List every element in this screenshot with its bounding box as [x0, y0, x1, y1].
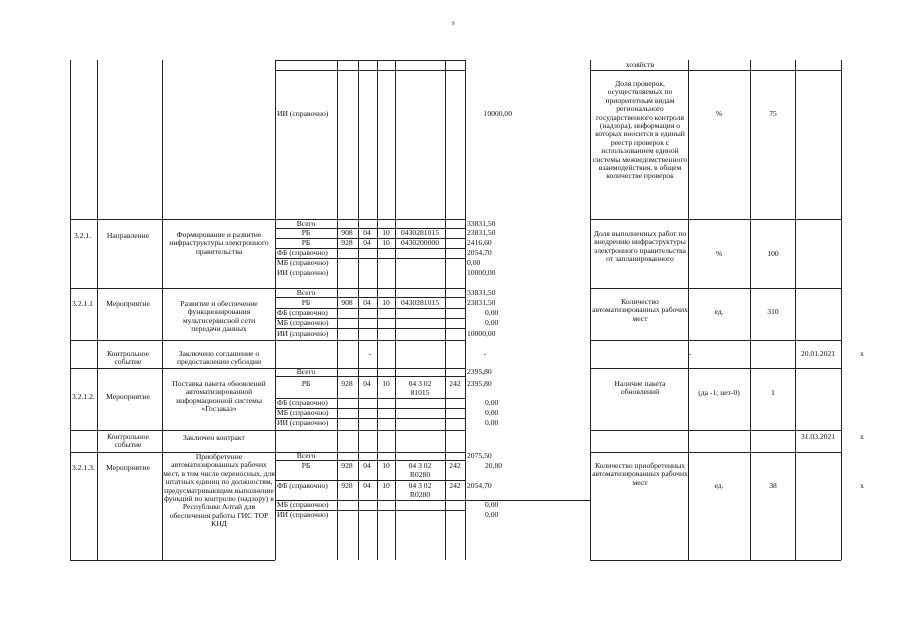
r3211-rb-c3: 10 [382, 298, 390, 307]
r3211-mb: 0,00 [485, 318, 499, 327]
r321-kind: Направление [106, 231, 150, 240]
r3212-unit: (да -1; нет-0) [698, 388, 740, 397]
r3211-kind: Мероприятие [106, 299, 150, 308]
ks1-dash2: - [483, 349, 487, 358]
r3212-rb-label: РБ [301, 379, 311, 388]
r3213-rb-label: РБ [301, 461, 311, 470]
top-ii-label: ИИ (справочно) [277, 109, 329, 118]
r3213-rb-amt: 20,80 [485, 461, 503, 470]
r3213-mb-label: МБ (справочно) [277, 500, 329, 509]
top-header-cell: хозяйств [625, 60, 655, 69]
r3211-target: 310 [767, 307, 779, 316]
r321-target: 100 [767, 249, 779, 258]
r3211-rb-amt: 23831,50 [467, 298, 496, 307]
r321-unit: % [715, 249, 723, 258]
r3212-mb-label: МБ (справочно) [277, 408, 329, 417]
ks1-dash3: - [688, 349, 692, 358]
r3213-vsego-label: Всего [296, 451, 316, 460]
r3212-fb-label: ФБ (справочно) [277, 398, 328, 407]
r3213-mb: 0,00 [485, 500, 499, 509]
r321-rb1-c1: 908 [341, 228, 353, 237]
r321-rb1-c2: 04 [363, 228, 371, 237]
r3212-ii-label: ИИ (справочно) [277, 418, 329, 427]
r3212-num: 3.2.1.2. [72, 392, 95, 401]
ks1-x: x [860, 349, 864, 358]
r3213-indicator: Количество приобретенных автоматизированных рабочих мест [592, 461, 688, 487]
r3213-ii-label: ИИ (справочно) [277, 510, 329, 519]
r3212-rb-c4b: 81015 [410, 388, 430, 397]
r3213-fb-c3: 10 [382, 481, 390, 490]
r3212-indicator: Наличие пакета обновлений [614, 379, 666, 397]
r321-fb-label: ФБ (справочно) [277, 248, 328, 257]
ks1-name: Заключено соглашение о предоставлении субсидии [176, 349, 262, 367]
r3212-vsego-label: Всего [296, 367, 316, 376]
r3211-ii-label: ИИ (справочно) [277, 329, 329, 338]
r321-fb: 2054,70 [467, 248, 492, 257]
r3211-unit: ед. [714, 307, 724, 316]
r3213-fb-c2: 04 [363, 481, 371, 490]
r3212-rb-c4a: 04 3 02 [408, 379, 432, 388]
ks2-name: Заключен контракт [183, 433, 245, 442]
r321-vsego: 33831,50 [467, 219, 496, 228]
r321-num: 3.2.1. [74, 231, 92, 240]
r321-ii-label: ИИ (справочно) [277, 268, 329, 277]
r3213-fb-c5: 242 [449, 481, 461, 490]
r3211-mb-label: МБ (справочно) [277, 318, 329, 327]
r321-rb2-c2: 04 [363, 238, 371, 247]
r3211-rb-c4: 0430281015 [401, 298, 439, 307]
ks2-date: 31.03.2021 [800, 432, 836, 441]
r3212-rb-c5: 242 [449, 379, 461, 388]
r3213-rb-c5: 242 [449, 461, 461, 470]
r3213-target: 38 [769, 481, 777, 490]
r3211-indicator: Количество автоматизированных рабочих мест [592, 297, 688, 323]
r321-mb: 0,00 [467, 258, 481, 267]
ks1-dash1: - [368, 349, 372, 358]
r3213-vsego: 2075,50 [467, 451, 492, 460]
r3211-rb-c2: 04 [363, 298, 371, 307]
r3212-vsego: 2395,80 [467, 367, 492, 376]
r321-rb2-c4: 0430200000 [401, 238, 439, 247]
r3212-rb-amt: 2395,80 [467, 379, 492, 388]
r3212-kind: Мероприятие [106, 392, 150, 401]
page-mark: 9 [452, 22, 455, 27]
r3212-rb-c2: 04 [363, 379, 371, 388]
ks2-x: x [860, 432, 864, 441]
r321-rb1-amt: 23831,50 [467, 228, 496, 237]
r3213-rb-c1: 928 [341, 461, 353, 470]
r3213-fb-c4b: R0280 [409, 490, 431, 499]
r321-rb2-c3: 10 [382, 238, 390, 247]
r3213-fb-c4a: 04 3 02 [408, 481, 432, 490]
top-ii-amount: 10000,00 [483, 109, 512, 118]
r3211-rb-c1: 908 [341, 298, 353, 307]
ks2-kind: Контрольное событие [106, 432, 150, 450]
r3213-rb-c4b: R0280 [409, 470, 431, 479]
r321-indicator: Доля выполненных работ по внедрению инфраструктуры электронного правительства от запланированного [593, 229, 687, 264]
top-indicator: Доля проверок, осуществляемых по приоритетным видам регионального государственного контроля (надзора), информация о которых вносится в единый реестр проверок с использованием единой системы межведомственного взаимодействия, в общем количестве проверок [592, 79, 688, 181]
r3213-unit: ед. [714, 481, 724, 490]
r3213-fb-amt: 2054,70 [467, 481, 492, 490]
ks1-kind: Контрольное событие [106, 349, 150, 367]
top-target: 75 [769, 109, 777, 118]
r3213-num: 3.2.1.3. [72, 463, 95, 472]
r321-rb1-c4: 0430281015 [401, 228, 439, 237]
r3212-mb: 0,00 [485, 408, 499, 417]
r321-ii: 10000,00 [467, 268, 496, 277]
r3212-name: Поставка пакета обновлений автоматизированной информационной системы «Госзаказ» [172, 379, 266, 414]
r3212-rb-c3: 10 [382, 379, 390, 388]
r3212-fb: 0,00 [485, 398, 499, 407]
r3213-rb-c4a: 04 3 02 [408, 461, 432, 470]
r321-name: Формирование и развитие инфраструктуры электронного правительства [169, 230, 269, 256]
r3211-num: 3.2.1.1 [72, 299, 93, 308]
r3213-kind: Мероприятие [106, 463, 150, 472]
r3212-ii: 0,00 [485, 418, 499, 427]
r3211-vsego: 33831,50 [467, 288, 496, 297]
r321-rb2-amt: 2416,60 [467, 238, 492, 247]
r3213-x: x [860, 481, 864, 490]
r3211-ii: 10000,00 [467, 329, 496, 338]
r3211-fb-label: ФБ (справочно) [277, 308, 328, 317]
r3212-target: 1 [771, 388, 775, 397]
r3213-fb-label: ФБ (справочно) [277, 481, 328, 490]
r321-rb1-label: РБ [301, 228, 311, 237]
r3211-name: Развитие и обеспечение функционирования мультисервисной сети передачи данных [180, 299, 258, 334]
r3213-fb-c1: 928 [341, 481, 353, 490]
top-unit: % [715, 109, 723, 118]
r3212-rb-c1: 928 [341, 379, 353, 388]
r321-rb2-label: РБ [301, 238, 311, 247]
r321-mb-label: МБ (справочно) [277, 258, 329, 267]
r3211-rb-label: РБ [301, 298, 311, 307]
r321-vsego-label: Всего [296, 219, 316, 228]
r3213-rb-c3: 10 [382, 461, 390, 470]
r3213-rb-c2: 04 [363, 461, 371, 470]
r3211-fb: 0,00 [485, 308, 499, 317]
r3211-vsego-label: Всего [296, 288, 316, 297]
r3213-ii: 0,00 [485, 510, 499, 519]
ks1-date: 20.01.2021 [800, 349, 836, 358]
r3213-name: Приобретение автоматизированных рабочих мест, в том числе переносных, для штатных единиц по должностям, предусматривающим выполнение функций по контролю (надзору) в Республике Алтай для обеспечения работы ГИС ТОР КНД [163, 452, 275, 529]
r321-rb1-c3: 10 [382, 228, 390, 237]
r321-rb2-c1: 928 [341, 238, 353, 247]
